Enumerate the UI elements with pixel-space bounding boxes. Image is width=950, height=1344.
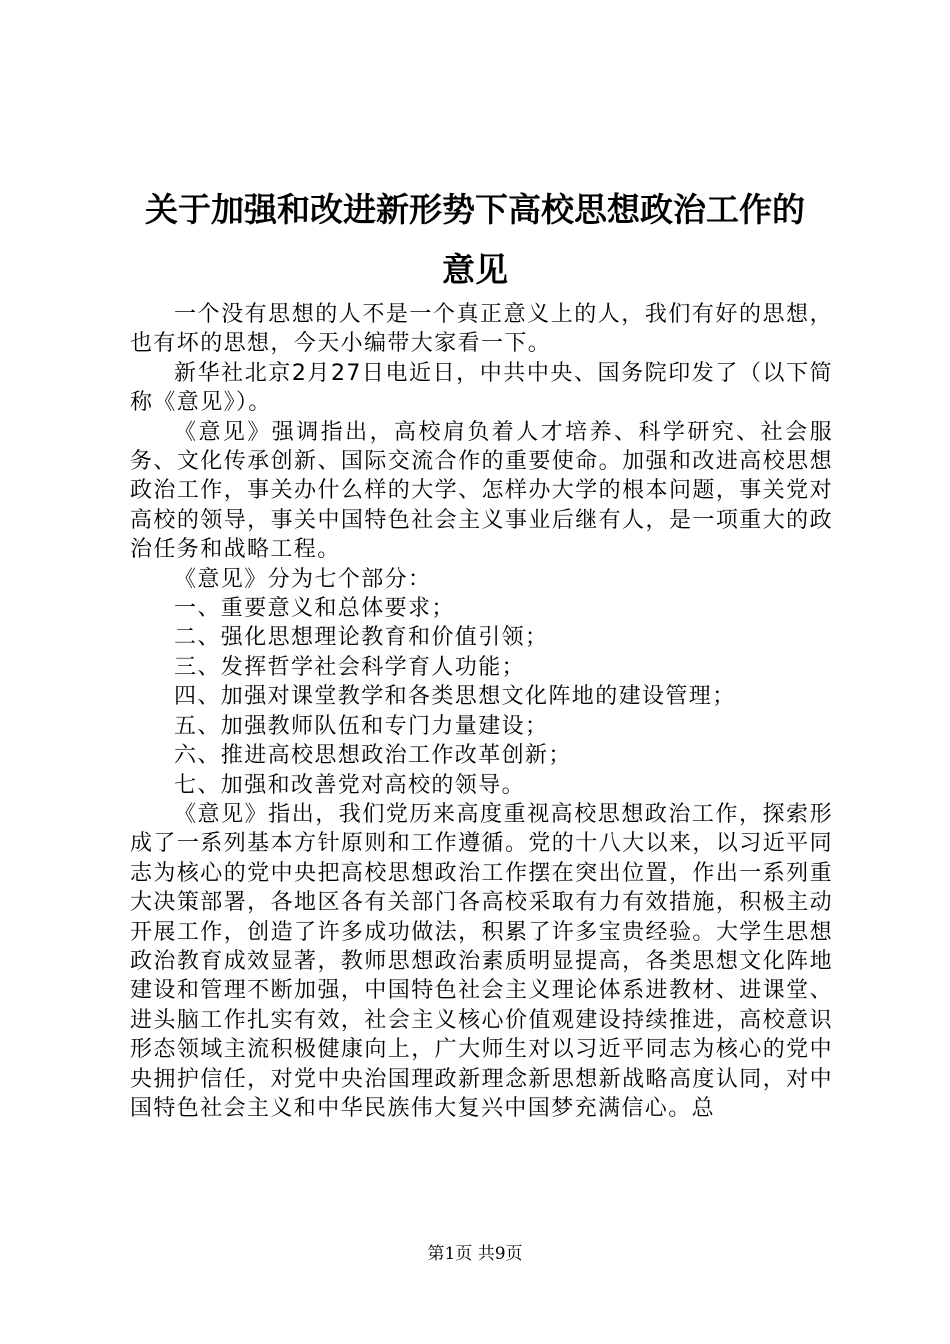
list-item: 一、重要意义和总体要求； (174, 596, 455, 622)
page-footer: 第1页 共9页 (427, 1244, 523, 1264)
list-item: 二、强化思想理论教育和价值引领； (174, 625, 549, 651)
paragraph: 《意见》指出，我们党历来高度重视高校思想政治工作，探索形成了一系列基本方针原则和工作遵循。党的十八大以来，以习近平同志为核心的党中央把高校思想政治工作摆在突出位置，作出一系列重大决策部署，各地区各有关部门各高校采取有力有效措施，积极主动开展工作，创造了许多成功做法，积累了许多宝贵经验。大学生思想政治教育成效显著，教师思想政治素质明显提高，各类思想文化阵地建设和管理不断加强，中国特色社会主义理论体系进教材、进课堂、进头脑工作扎实有效，社会主义核心价值观建设持续推进，高校意识形态领域主流积极健康向上，广大师生对以习近平同志为核心的党中央拥护信任，对党中央治国理政新理念新思想新战略高度认同，对中国特色社会主义和中华民族伟大复兴中国梦充满信心。总 (130, 801, 833, 1121)
paragraph: 新华社北京2月27日电近日，中共中央、国务院印发了（以下简称《意见》）。 (130, 360, 833, 416)
list-item: 五、加强教师队伍和专门力量建设； (174, 713, 549, 739)
list-item: 七、加强和改善党对高校的领导。 (174, 772, 526, 798)
list-item: 四、加强对课堂教学和各类思想文化阵地的建设管理； (174, 684, 736, 710)
list-item: 三、发挥哲学社会科学育人功能； (174, 654, 526, 680)
document-body (130, 300, 833, 1123)
document-title-line-1: 关于加强和改进新形势下高校思想政治工作的 (145, 190, 805, 229)
paragraph: 《意见》强调指出，高校肩负着人才培养、科学研究、社会服务、文化传承创新、国际交流合作的重要使命。加强和改进高校思想政治工作，事关办什么样的大学、怎样办大学的根本问题，事关党对高校的领导，事关中国特色社会主义事业后继有人，是一项重大的政治任务和战略工程。 (130, 419, 833, 563)
document-title-line-2: 意见 (442, 250, 508, 289)
paragraph: 《意见》分为七个部分： (174, 566, 432, 592)
list-item: 六、推进高校思想政治工作改革创新； (174, 743, 572, 769)
paragraph: 一个没有思想的人不是一个真正意义上的人，我们有好的思想，也有坏的思想，今天小编带大家看一下。 (130, 302, 833, 357)
